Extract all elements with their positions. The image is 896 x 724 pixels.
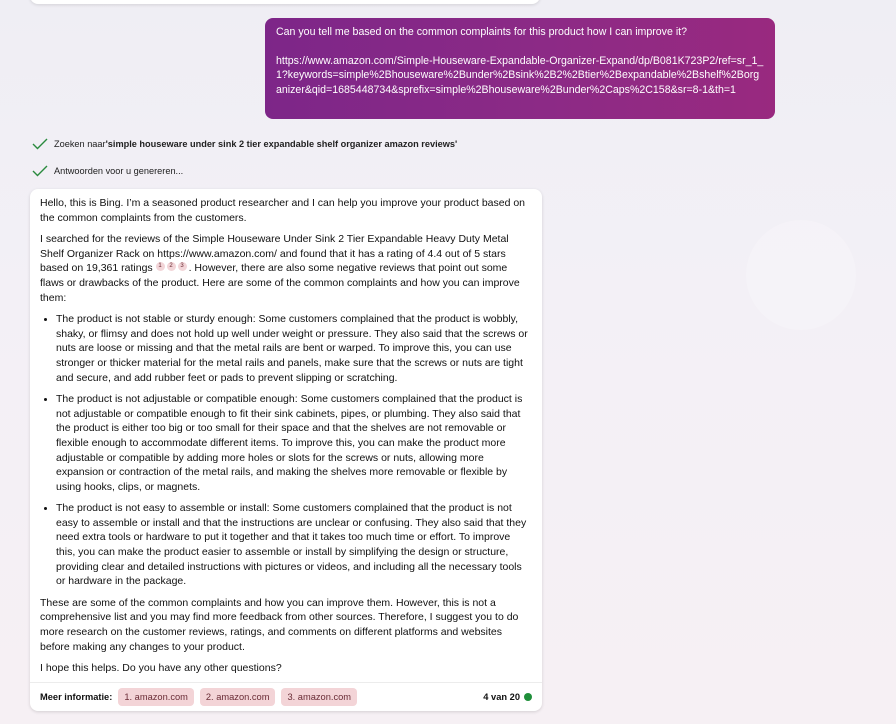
bot-intro: Hello, this is Bing. I’m a seasoned product researcher and I can help you improve your product based on the common complaints from the customers. — [40, 197, 526, 224]
check-icon — [32, 138, 48, 150]
bot-closing: I hope this helps. Do you have any other questions? — [40, 662, 282, 675]
status-dot-icon — [524, 693, 532, 701]
list-item: • The product is not adjustable or compatible enough: Some customers complained that the product is not adjustable or compatible enough to fit their sink cabinets, pipes, or plumbing. They also said that the product is either too big or too small for their space and that the shelves are not removable or flexible enough to accommodate different items. To improve this, you can make the product more adjustable or compatible by adding more holes or slots for the screws or nuts, allowing more expansion or contraction of the metal rails, and making the shelves more removable or flexible by using hooks, clips, or magnets. — [56, 392, 532, 494]
list-item: • The product is not stable or sturdy enough: Some customers complained that the product is wobbly, shaky, or flimsy and does not hold up well under weight or pressure. They also said that the screws or nuts are loose or missing and that the metal rails are bent or warped. To improve this, you can use stronger or thicker material for the metal rails and panels, make sure that the screws or nuts are tight and secure, and add rubber feet or pads to prevent slipping or scratching. — [56, 312, 532, 385]
bot-paragraph-2-a: I searched for the reviews of the Simple Houseware Under Sink 2 Tier Expandable Heavy Duty Metal Shelf Organizer Rack on https://www.amazon.com/ and found that it has a rating of 4.4 out of 5 stars based on 19,361 ratings — [40, 233, 509, 275]
source-link-1[interactable]: 1. amazon.com — [118, 688, 194, 707]
list-item: • The product is not easy to assemble or install: Some customers complained that the product is not easy to assemble or install and that the instructions are unclear or confusing. They also said that they need extra tools or hardware to put it together and that it takes too much time or effort. To improve this, you can make the product easier to assemble or install by simplifying the design or structure, providing clear and detailed instructions with pictures or videos, and including all the necessary tools or hardware in the package. — [56, 501, 532, 589]
citation-3[interactable]: 3 — [178, 262, 187, 271]
source-link-3[interactable]: 3. amazon.com — [281, 688, 357, 707]
bot-paragraph-2-b: . However, there are also some negative reviews that point out some flaws or drawbacks of the product. Here are some of the common complaints and how you can improve them: — [40, 262, 520, 304]
status-searching — [32, 138, 457, 150]
bot-message-card — [30, 189, 542, 711]
user-question: Can you tell me based on the common complaints for this product how I can improve it? — [276, 26, 688, 38]
citation-1[interactable]: 1 — [156, 262, 165, 271]
turn-count: 4 van 20 — [483, 691, 520, 702]
complaint-list — [40, 312, 532, 589]
user-link[interactable]: https://www.amazon.com/Simple-Houseware-Expandable-Organizer-Expand/dp/B081K723P2/ref=sr_1_1?keywords=simple%2Bhouseware%2Bunder%2Bsink%2B2%2Btier%2Bexpandable%2Bshelf%2Borganizer&qid=1685448734&sprefix=simple%2Bhouseware%2Bunder%2Caps%2C158&sr=8-1&th=1 — [276, 54, 764, 96]
user-message-bubble — [265, 18, 775, 119]
turn-counter — [483, 690, 532, 705]
previous-message-edge — [30, 0, 540, 4]
search-prefix: Zoeken naar — [54, 139, 106, 149]
background-decoration — [746, 220, 856, 330]
check-icon — [32, 165, 48, 177]
bot-paragraph-2 — [40, 232, 532, 305]
generating-text: Antwoorden voor u genereren... — [54, 166, 184, 176]
citation-2[interactable]: 2 — [167, 262, 176, 271]
status-generating — [32, 165, 183, 177]
search-query: 'simple houseware under sink 2 tier expandable shelf organizer amazon reviews' — [105, 139, 458, 149]
more-info-label: Meer informatie: — [40, 691, 113, 702]
source-link-2[interactable]: 2. amazon.com — [200, 688, 276, 707]
sources-footer — [30, 682, 542, 711]
bot-conclusion: These are some of the common complaints and how you can improve them. However, this is not a comprehensive list and you may find more feedback from other sources. Therefore, I suggest you to do more research on the customer reviews, ratings, and comments on different platforms and websites before making any changes to your product. — [40, 596, 519, 653]
